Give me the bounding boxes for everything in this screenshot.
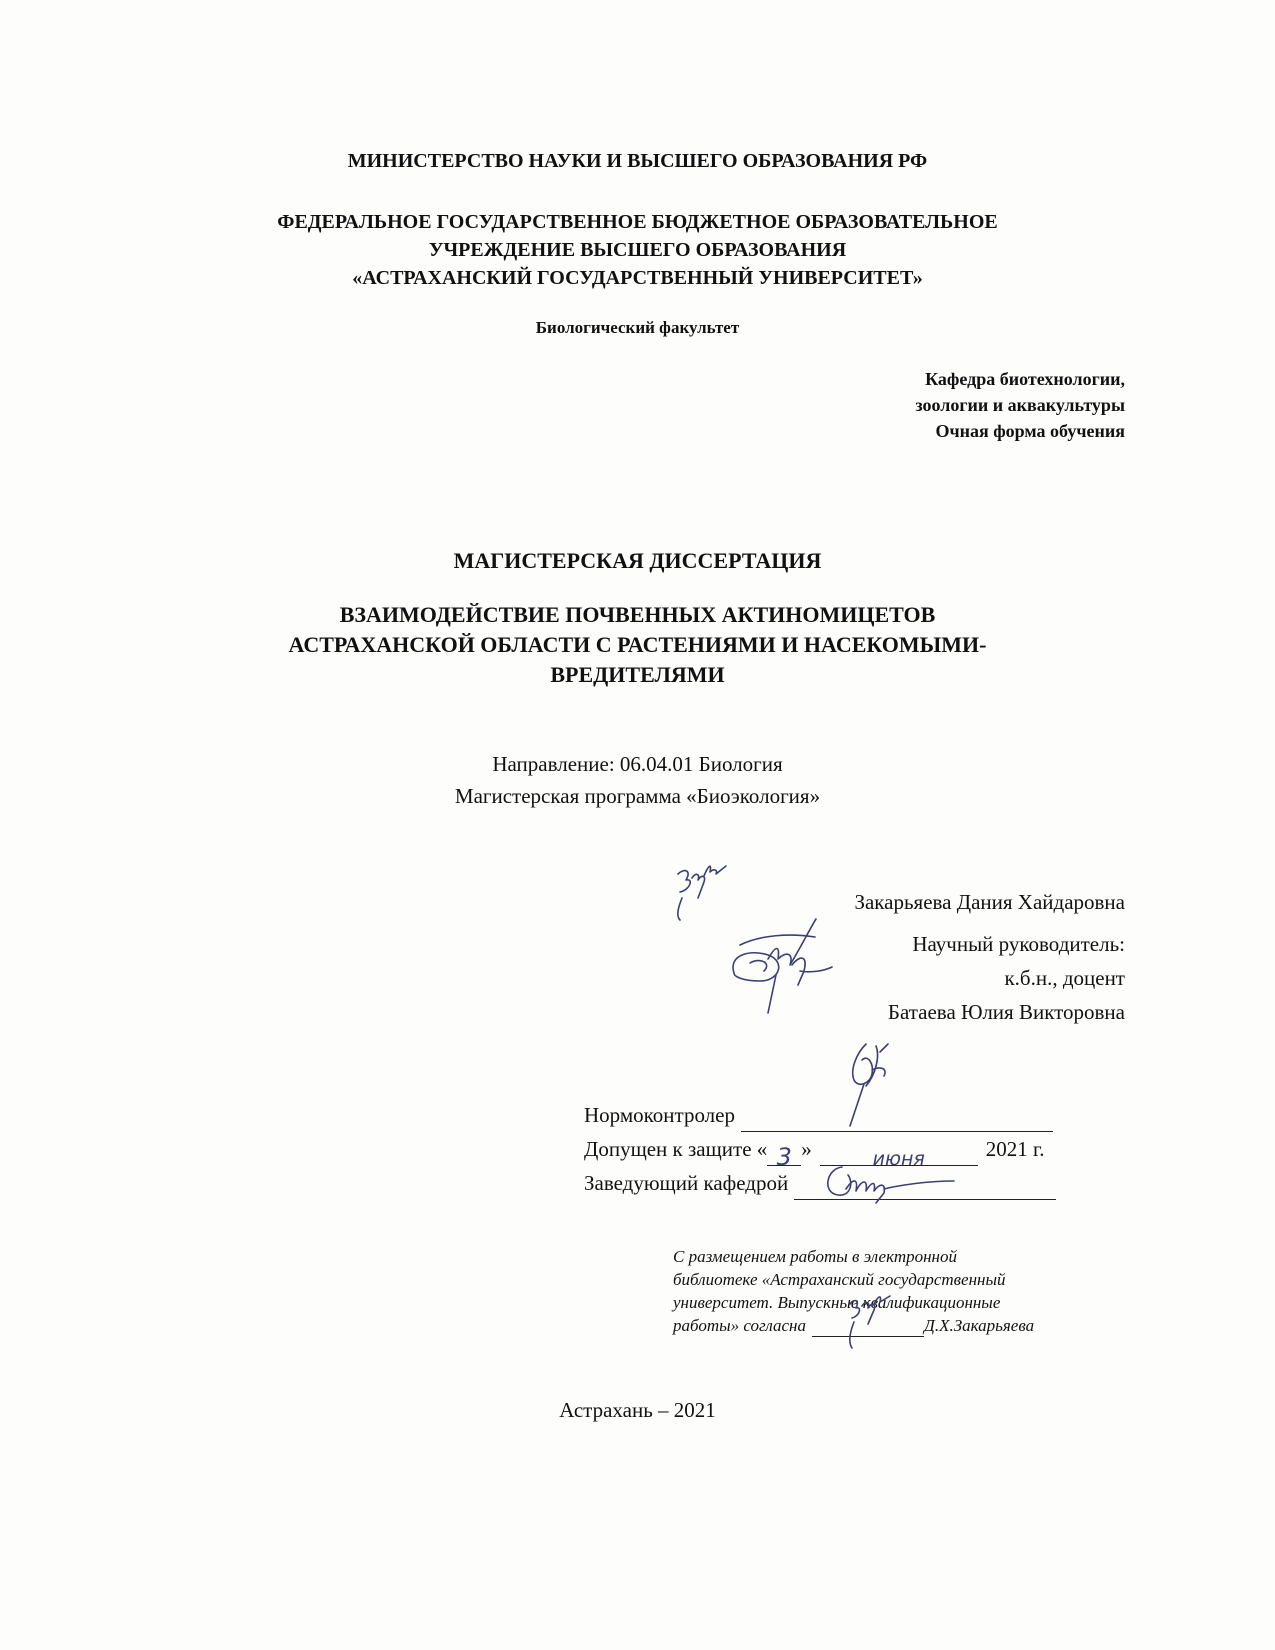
consent-signature-row (673, 1314, 1034, 1337)
thesis-title-line: АСТРАХАНСКОЙ ОБЛАСТИ С РАСТЕНИЯМИ И НАСЕКОМЫМИ- (288, 632, 987, 657)
head-of-department-signature (818, 1159, 958, 1203)
normocontroller-row (584, 1098, 1094, 1132)
university-line: «АСТРАХАНСКИЙ ГОСУДАРСТВЕННЫЙ УНИВЕРСИТЕТ» (352, 267, 923, 289)
study-form: Очная форма обучения (935, 421, 1125, 441)
admitted-quote-close: » (801, 1137, 812, 1161)
advisor-signature (720, 915, 835, 1015)
faculty-name: Биологический факультет (535, 318, 740, 337)
head-of-department-row (584, 1166, 1094, 1200)
author-name: Закарьяева Дания Хайдаровна (854, 890, 1125, 914)
author-advisor-block (854, 885, 1125, 1029)
document-type: МАГИСТЕРСКАЯ ДИССЕРТАЦИЯ (453, 548, 822, 573)
admitted-day: 3 (776, 1143, 792, 1171)
department-block (915, 366, 1125, 444)
consent-line: университет. Выпускные квалификационные (673, 1293, 1001, 1312)
library-consent (673, 1245, 1034, 1337)
ministry-heading: МИНИСТЕРСТВО НАУКИ И ВЫСШЕГО ОБРАЗОВАНИЯ РФ (347, 150, 928, 172)
master-program: Магистерская программа «Биоэкология» (454, 784, 821, 808)
program-info (0, 748, 1275, 812)
advisor-label: Научный руководитель: (912, 932, 1125, 956)
advisor-degree: к.б.н., доцент (1004, 966, 1125, 990)
normocontroller-label: Нормоконтролер (584, 1103, 735, 1127)
approval-block (584, 1098, 1094, 1200)
city-year: Астрахань – 2021 (559, 1398, 716, 1422)
thesis-title-line: ВЗАИМОДЕЙСТВИЕ ПОЧВЕННЫХ АКТИНОМИЦЕТОВ (339, 602, 936, 627)
consent-line: С размещением работы в электронной (673, 1247, 957, 1266)
study-direction: Направление: 06.04.01 Биология (492, 752, 783, 776)
university-heading (0, 208, 1275, 292)
consent-signer: Д.Х.Закарьяева (924, 1316, 1035, 1335)
admitted-label: Допущен к защите « (584, 1137, 768, 1161)
consent-prefix: работы» согласна (673, 1316, 806, 1335)
department-line: зоологии и аквакультуры (915, 395, 1125, 415)
head-signature-line (794, 1175, 1056, 1200)
advisor-name: Батаева Юлия Викторовна (887, 1000, 1125, 1024)
admitted-day-field (767, 1141, 801, 1171)
thesis-title-line: ВРЕДИТЕЛЯМИ (550, 662, 725, 687)
consent-line: библиотеке «Астраханский государственный (673, 1270, 1006, 1289)
admitted-month: июня (872, 1148, 925, 1170)
head-of-department-label: Заведующий кафедрой (584, 1171, 789, 1195)
normocontroller-signature-line (741, 1107, 1053, 1132)
author-signature (668, 858, 728, 922)
consent-signature-line (812, 1318, 924, 1337)
university-line: УЧРЕЖДЕНИЕ ВЫСШЕГО ОБРАЗОВАНИЯ (428, 239, 847, 261)
department-line: Кафедра биотехнологии, (925, 369, 1125, 389)
thesis-title (0, 600, 1275, 690)
university-line: ФЕДЕРАЛЬНОЕ ГОСУДАРСТВЕННОЕ БЮДЖЕТНОЕ ОБРАЗОВАТЕЛЬНОЕ (277, 211, 998, 233)
consent-signature (842, 1290, 892, 1350)
admitted-year: 2021 г. (985, 1137, 1045, 1161)
